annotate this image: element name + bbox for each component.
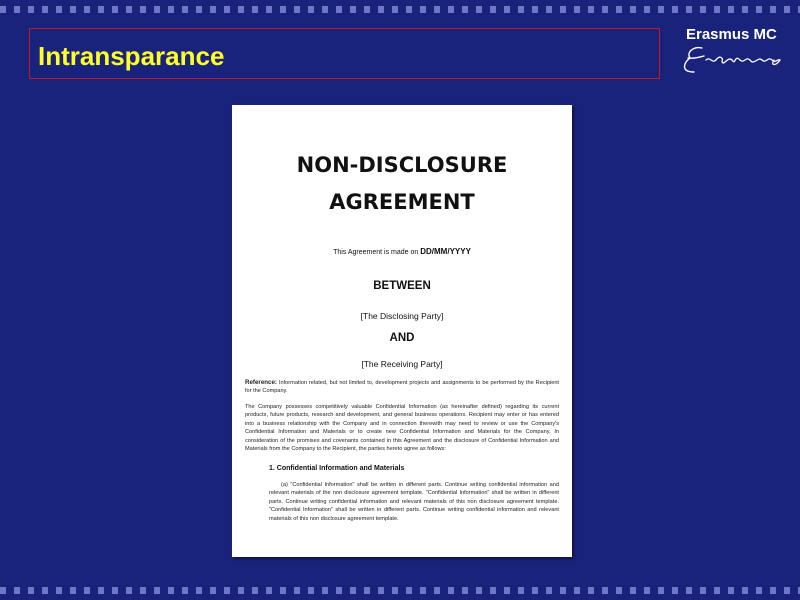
- nda-document-page: [232, 105, 572, 557]
- between-heading: BETWEEN: [373, 280, 431, 292]
- made-on-line: [232, 247, 572, 256]
- receiving-party: [The Receiving Party]: [361, 359, 443, 369]
- made-on-text: This Agreement is made on: [333, 249, 421, 256]
- doc-title-line1: NON-DISCLOSURE: [296, 153, 508, 177]
- slide-title: Intransparance: [38, 41, 225, 71]
- disclosing-party: [The Disclosing Party]: [360, 311, 444, 321]
- logo-signature-icon: [680, 42, 790, 78]
- made-on-date: DD/MM/YYYY: [420, 247, 471, 256]
- reference-label: Reference:: [245, 379, 277, 386]
- and-heading: AND: [389, 332, 415, 344]
- erasmus-mc-logo: [680, 24, 790, 78]
- bottom-dotted-border: [0, 587, 800, 594]
- doc-title-line2: AGREEMENT: [329, 190, 475, 214]
- section-heading: 1. Confidential Information and Materials: [269, 465, 405, 472]
- reference-text: Information related, but not limited to, development projects and assignments to be performed by the Recipient for the Company.: [245, 380, 559, 395]
- top-dotted-border: [0, 6, 800, 13]
- clause-a: (a) "Confidential Information" shall be written in different parts. Continue writing confidential information and relevant materials of the non disclosure agreement template. "Confidential Information" shall be written in different parts. Continue writing confidential information and relevant materials of this non disclosure agreement template. "Confidential Information" shall be written in different parts. Continue writing confidential information and relevant materials of this non disclosure agreement template.: [269, 482, 559, 522]
- reference-paragraph: [245, 379, 559, 396]
- logo-text: Erasmus MC: [686, 26, 777, 43]
- slide-title-box: [29, 28, 660, 79]
- company-paragraph: The Company possesses competitively valuable Confidential Information (as hereinafter defined) regarding its current products, future products, research and development, and general business operations. Recipient may enter or has entered into a business relationship with the Company and in connection therewith may need to review or use the Company's Confidential Information and Materials or to create new Confidential Information and Materials for the Company. In consideration of the promises and covenants contained in this Agreement and the disclosure of Confidential Information and Materials from the Company to the Recipient, the parties hereto agree as follows:: [245, 404, 559, 453]
